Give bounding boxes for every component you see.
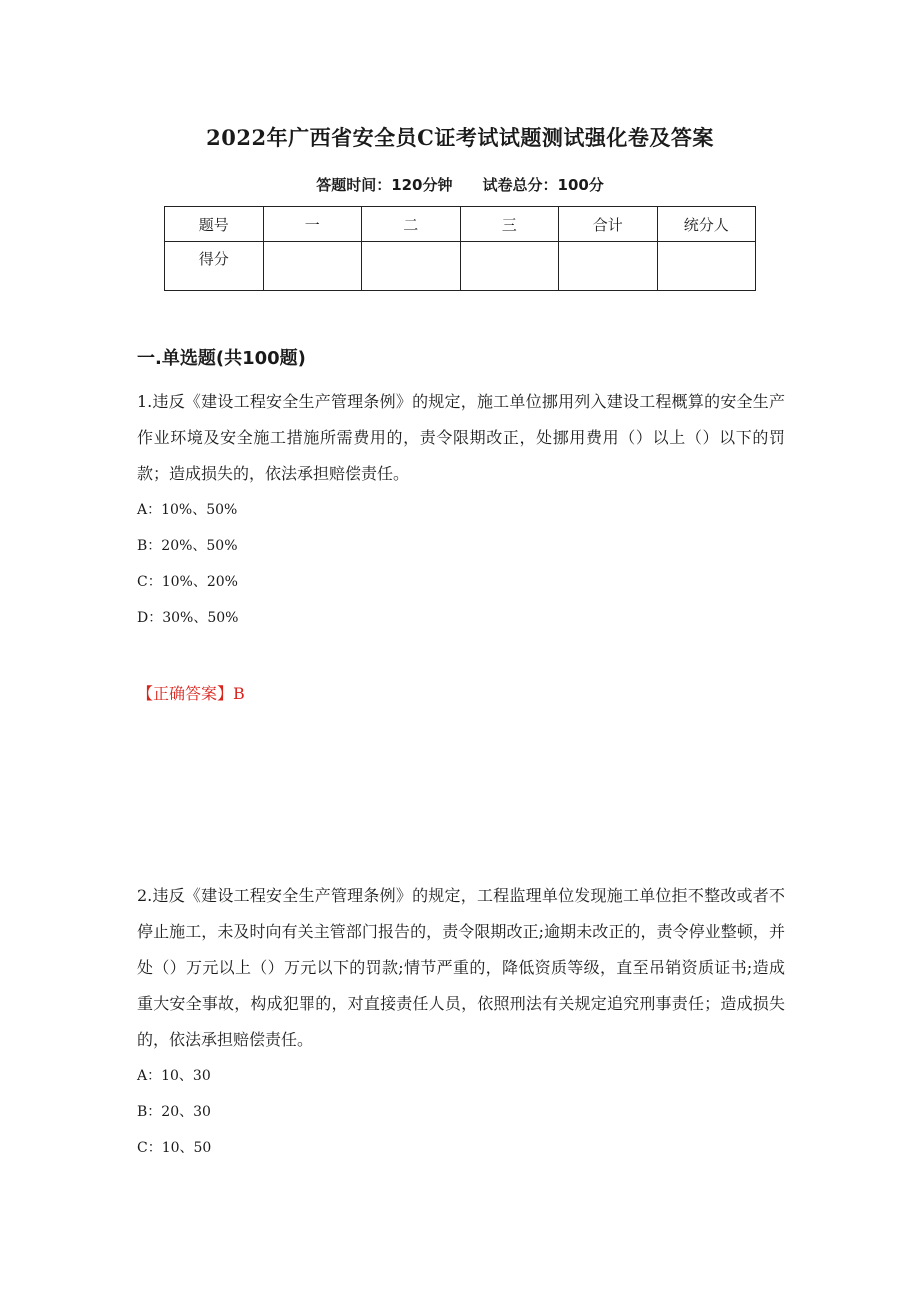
score-table-score-row xyxy=(165,242,756,291)
question-stem: 2.违反《建设工程安全生产管理条例》的规定，工程监理单位发现施工单位拒不整改或者不停止施工，未及时向有关主管部门报告的，责令限期改正;逾期未改正的，责令停业整顿，并处（）万元以上（）万元以下的罚款;情节严重的，降低资质等级，直至吊销资质证书;造成重大安全事故，构成犯罪的，对直接责任人员，依照刑法有关规定追究刑事责任；造成损失的，依法承担赔偿责任。 xyxy=(137,886,785,1049)
score-table xyxy=(164,206,756,291)
score-table-header-cell: 一 xyxy=(263,207,362,242)
question-1 xyxy=(137,384,785,636)
exam-meta xyxy=(0,174,920,195)
option-b: B：20、30 xyxy=(137,1104,211,1120)
page-title: 2022年广西省安全员C证考试试题测试强化卷及答案 xyxy=(206,125,714,150)
option-d: D：30%、50% xyxy=(137,610,239,626)
exam-total-score: 试卷总分：100分 xyxy=(482,176,604,194)
option-a: A：10%、50% xyxy=(137,502,238,518)
score-cell xyxy=(362,242,461,291)
option-c: C：10%、20% xyxy=(137,574,238,590)
exam-time: 答题时间：120分钟 xyxy=(316,176,453,194)
question-2 xyxy=(137,878,785,1166)
section-heading: 一.单选题(共100题) xyxy=(137,348,306,369)
question-stem: 1.违反《建设工程安全生产管理条例》的规定，施工单位挪用列入建设工程概算的安全生产作业环境及安全施工措施所需费用的，责令限期改正，处挪用费用（）以上（）以下的罚款；造成损失的，依法承担赔偿责任。 xyxy=(137,392,785,483)
score-cell xyxy=(460,242,559,291)
score-table-header-cell: 三 xyxy=(460,207,559,242)
score-table-header-cell: 合计 xyxy=(559,207,658,242)
score-table-header-row xyxy=(165,207,756,242)
score-table-header-cell: 统分人 xyxy=(657,207,756,242)
score-table-header-cell: 题号 xyxy=(165,207,264,242)
option-a: A：10、30 xyxy=(137,1068,211,1084)
score-cell xyxy=(263,242,362,291)
correct-answer: 【正确答案】B xyxy=(137,684,245,703)
option-c: C：10、50 xyxy=(137,1140,212,1156)
score-cell xyxy=(559,242,658,291)
score-row-label: 得分 xyxy=(165,242,264,291)
score-table-header-cell: 二 xyxy=(362,207,461,242)
option-b: B：20%、50% xyxy=(137,538,238,554)
score-cell xyxy=(657,242,756,291)
